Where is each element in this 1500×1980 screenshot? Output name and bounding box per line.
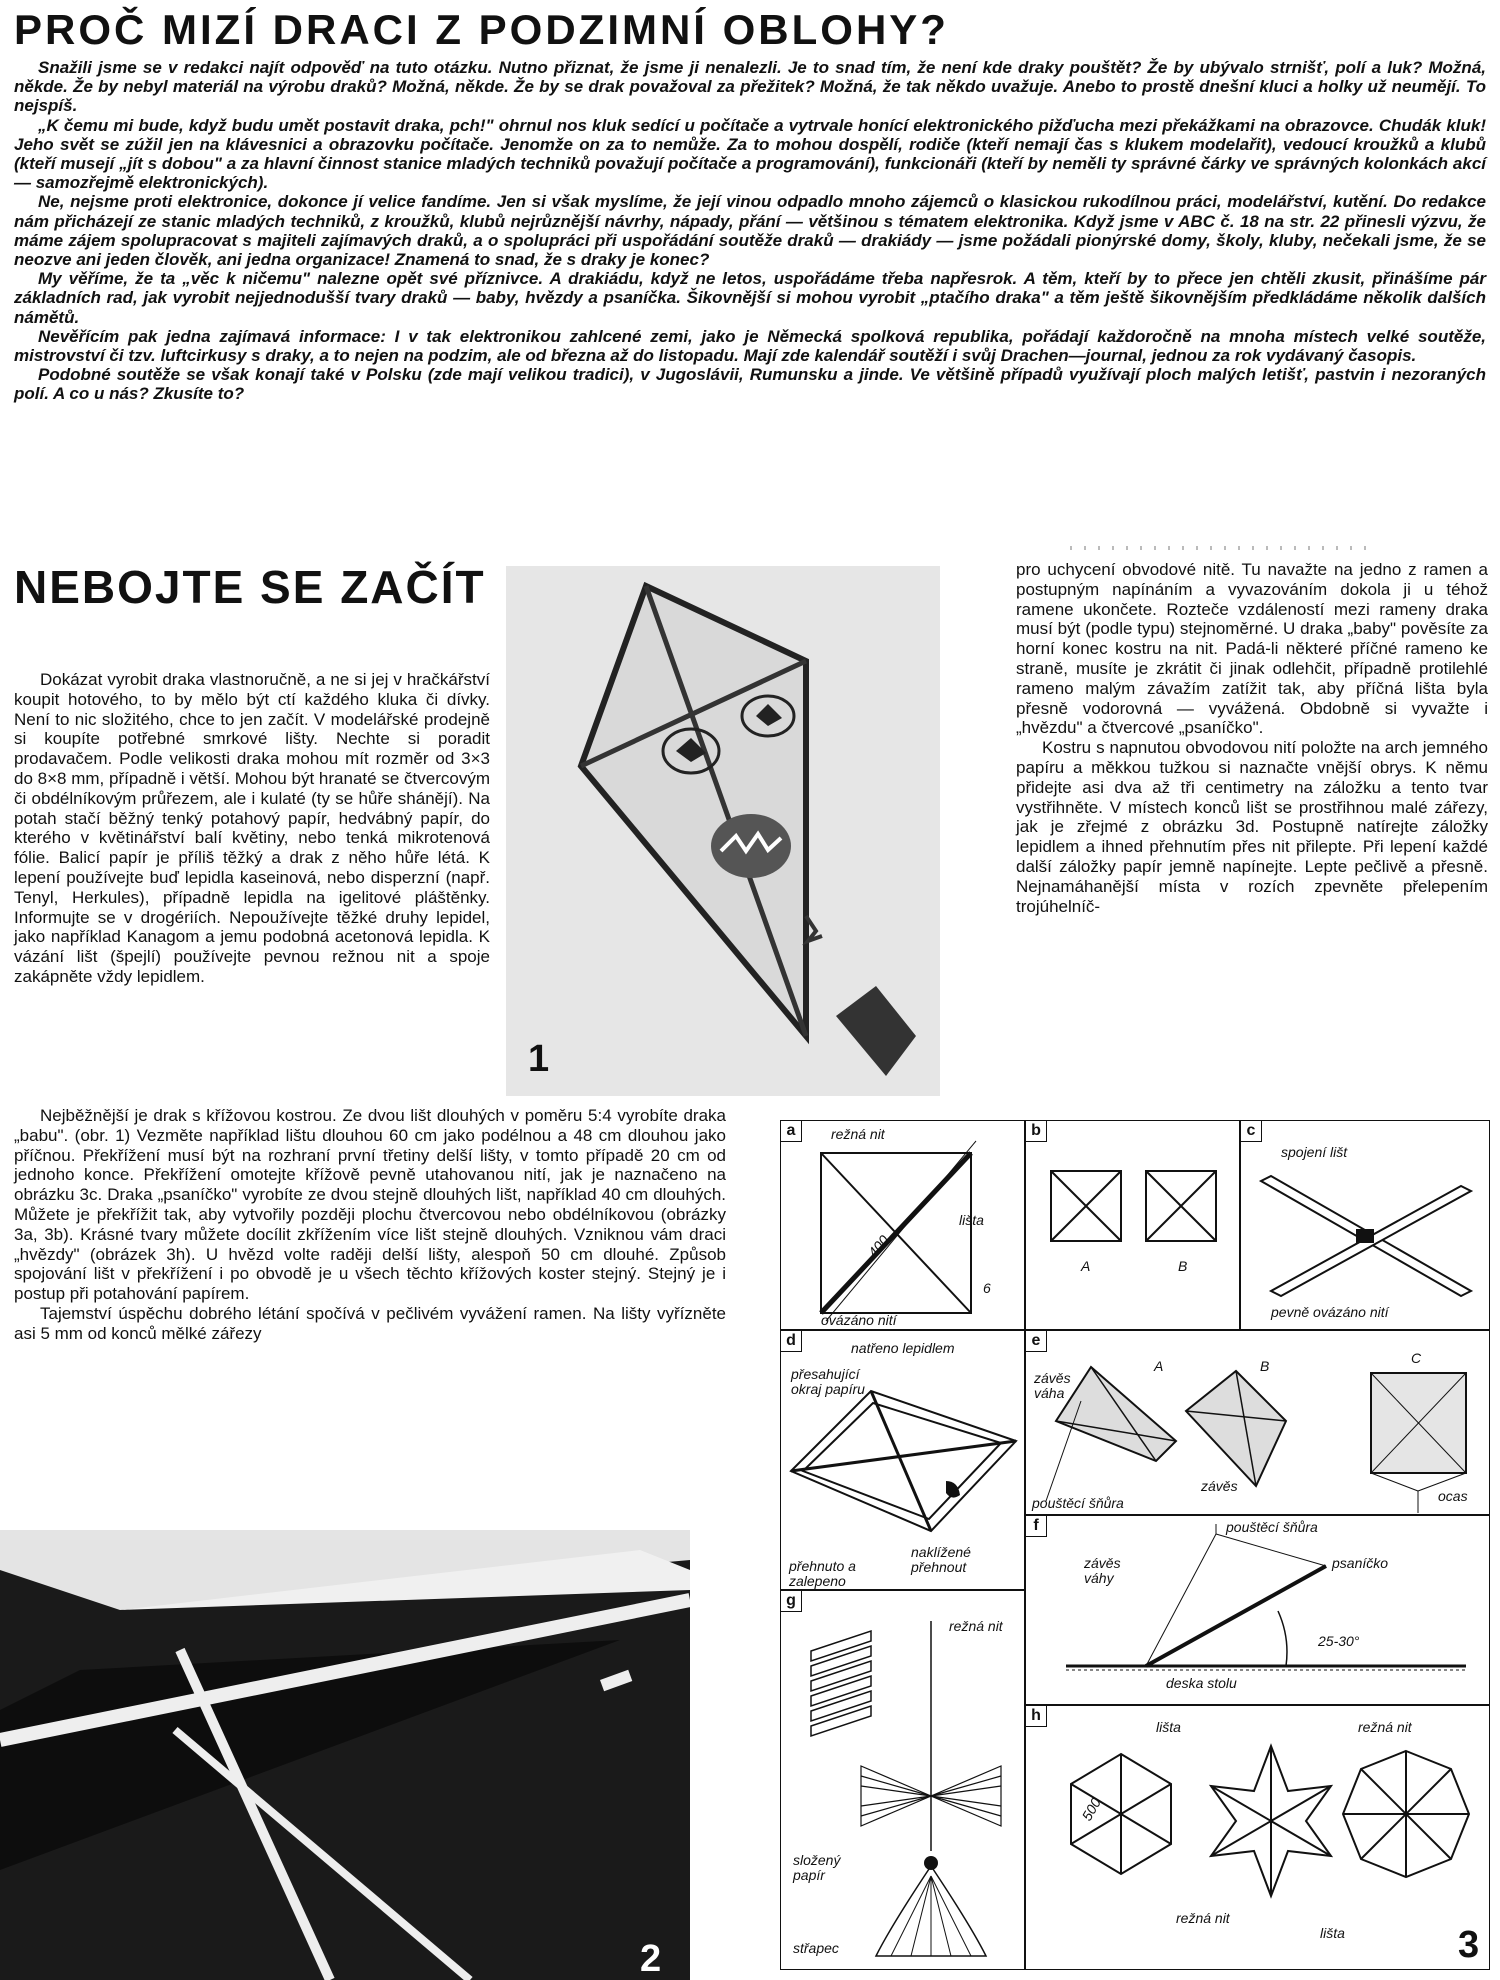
article-paragraph: Tajemství úspěchu dobrého létání spočívá v pečlivém vyvážení ramen. Na lišty vyřízněte asi 5 mm od konců mělké zářezy xyxy=(14,1303,726,1343)
label: lišta xyxy=(1156,1719,1181,1735)
panel-e xyxy=(1025,1330,1490,1515)
intro-paragraph: My věříme, že ta „věc k ničemu" nalezne opět své příznivce. A drakiádu, když ne letos, uspořádáme třeba napřesrok. A těm, kteří by to přece jen chtěli zkusit, přinášíme pár základních rad, jak vyrobit nejjednodušší tvary draků — baby, hvězdy a psaníčka. Šikovnější si mohou vyrobit „ptačího draka" a těm ještě šikovnějším předkládáme několik dalších námětů. xyxy=(14,269,1486,327)
label: ovázáno nití xyxy=(821,1312,897,1328)
panel-b xyxy=(1025,1120,1240,1330)
diagram-a xyxy=(781,1121,1026,1331)
label: lišta xyxy=(959,1212,984,1228)
figure-number-3: 3 xyxy=(1458,1924,1480,1966)
article-column-1-bottom xyxy=(14,1106,726,1344)
panel-label: h xyxy=(1026,1706,1047,1727)
figure-number-2: 2 xyxy=(640,1938,662,1980)
label: režná nit xyxy=(1176,1910,1230,1926)
label: střapec xyxy=(793,1940,839,1956)
label: pouštěcí šňůra xyxy=(1226,1519,1318,1535)
intro-paragraph: Nevěřícím pak jedna zajímavá informace: I v tak elektronikou zahlcené zemi, jako je Německá spolková republika, pořádají každoročně na mnoha místech velké soutěže, mistrovství či tzv. luftcirkusy s draky, a to nejen na podzim, ale od března až do listopadu. Mají zde kalendář soutěží i svůj Drachen—journal, jednou za rok vydávaný časopis. xyxy=(14,326,1486,366)
label: 25-30° xyxy=(1318,1633,1360,1649)
intro-paragraph: Snažili jsme se v redakci najít odpověď na tuto otázku. Nutno přiznat, že jsme ji nenalezli. Je to snad tím, že není kde draky pouštět? Že by ubývalo strnišť, polí a luk? Možná, někde. Že by nebyl materiál na výrobu draků? Možná, někde. Že by se drak považoval za přežitek? Možná, že tak někdo uvažuje. Anebo to prostě dnešní kluci a holky už neumějí. To nejspíš. xyxy=(14,58,1486,116)
label: natřeno lepidlem xyxy=(851,1340,955,1356)
intro-paragraph: Ne, nejsme proti elektronice, dokonce jí velice fandíme. Jen si však myslíme, že její vinou odpadlo mnoho zájemců o klasickou rukodílnou práci, modelářství, kutění. Do redakce nám přicházejí ze stanic mladých techniků, z kroužků, klubů nejrůznější návrhy, nápady, přání — většinou s tématem elektronika. Když jsme v ABC č. 18 na str. 22 přinesli výzvu, že máme zájem spolupracovat s majiteli zajímavých draků, a o spolupráci při uspořádání soutěže draků — drakiády — jsme požádali pionýrské domy, školy, kluby, nečekali jsme, že se neozve ani jeden člověk, ani jedna organizace! Znamená to snad, že s draky je konec? xyxy=(14,192,1486,270)
panel-label: c xyxy=(1241,1121,1262,1142)
panel-label: e xyxy=(1026,1331,1047,1352)
intro-paragraph: „K čemu mi bude, když budu umět postavit draka, pch!" ohrnul nos kluk sedící u počítače a vytrvale honící elektronického pižďucha mezi překážkami na obrazovce. Chudák kluk! Jeho svět se zúžil jen na klávesnici a obrazovku počítače. Jenomže on za to nemůže. Za to mohou dospělí, rodiče (kteří nemají čas s klukem modelařit), vedoucí kroužků a klubů (kteří musejí „jít s dobou" a za hlavní činnost stanice mladých techniků považují počítače a programování), funkcionáři (kteří by neměli ty správné čárky ve správných kolonkách akcí — samozřejmě elektronických). xyxy=(14,115,1486,193)
article-column-1 xyxy=(14,670,490,987)
kite-photo-1 xyxy=(506,566,940,1096)
label: závěs xyxy=(1201,1478,1238,1494)
article-paragraph: pro uchycení obvodové nitě. Tu navažte na jedno z ramen a postupným napínáním a vyvazováním dokola ji u téhož ramene ukončete. Rozteče vzdáleností mezi rameny draka musí být (podle typu) stejnoměrné. U draka „baby" pověsíte za horní konec kostru na nit. Padá-li některé příčné rameno ke straně, musíte je zkrátit či jinak odlehčit, případně protilehlé rameno malým závažím zatížit tak, aby příčná lišta byla přesně vodorovná — vyvážená. Obdobně si vyvažte i „hvězdu" a čtvercové „psaníčko". xyxy=(1016,560,1488,738)
panel-c xyxy=(1240,1120,1490,1330)
label: 400 xyxy=(864,1232,892,1261)
panel-d xyxy=(780,1330,1025,1590)
panel-label: a xyxy=(781,1121,802,1142)
panel-label: d xyxy=(781,1331,802,1352)
diagram-h xyxy=(1026,1706,1491,1971)
label: režná nit xyxy=(831,1126,885,1142)
kite-photo-2 xyxy=(0,1530,690,1980)
kite-frame-illustration xyxy=(0,1530,690,1980)
label: B xyxy=(1260,1358,1270,1374)
label: C xyxy=(1411,1350,1422,1366)
separator-dots xyxy=(1070,546,1370,550)
label: režná nit xyxy=(949,1618,1003,1634)
article-paragraph: Kostru s napnutou obvodovou nití položte na arch jemného papíru a měkkou tužkou si naznačte vnější obrys. K němu přidejte asi dva až tři centimetry na záložku a tento tvar vystřihněte. V místech konců lišt se prostřihnou malé zářezy, jak je zřejmé z obrázku 3d. Postupně natírejte záložky lepidlem a ihned přehnutím přes nit přilepte. Při lepení každé další záložky papír jemně napínejte. Lepte pečlivě a přesně. Nejnamáhanější místa v rozích zpevněte přelepením trojúhelníč- xyxy=(1016,738,1488,916)
label: A xyxy=(1154,1358,1164,1374)
article-paragraph: Dokázat vyrobit draka vlastnoručně, a ne si jej v hračkářství koupit hotového, to by mělo být ctí každého kluka či dívky. Není to nic složitého, chce to jen začít. V modelářské prodejně si koupíte potřebné smrkové lišty. Nechte si poradit prodavačem. Podle velikosti draka mohou mít rozměr od 3×3 do 8×8 mm, případně i větší. Mohou být hranaté se čtvercovým či obdélníkovým průřezem, ale i kulaté (ty se hůře shánějí). Na potah stačí běžný tenký potahový papír, hedvábný papír, do kterého v květinářství balí květiny, nebo tenká mikrotenová fólie. Balicí papír je příliš těžký a drak z něho hůře létá. K lepení používejte buď lepidla kaseinová, nebo disperzní (např. Tenyl, Herkules), případně lepidla na igelitové pláštěnky. Informujte se v drogériích. Nepoužívejte těžké druhy lepidel, jako například Kanagom a jemu podobná acetonová lepidla. K vázání lišt (špejlí) používejte pevnou režnou nit a spoje zakápněte vždy lepidlem. xyxy=(14,670,490,986)
label: závěs váha xyxy=(1034,1370,1071,1401)
article-paragraph: Nejběžnější je drak s křížovou kostrou. Ze dvou lišt dlouhých v poměru 5:4 vyrobíte draka „babu". (obr. 1) Vezměte například lištu dlouhou 60 cm jako podélnou a 48 cm dlouhou jako příčnou. Překřížení musí být na rozhraní první třetiny delší lišty, v tomto případě 20 cm od jednoho konce. Překřížení omotejte křížově pevně utahovanou nití, jak je naznačeno na obrázku 3c. Draka „psaníčko" vyrobíte ze dvou stejně dlouhých lišt, například 40 cm dlouhých. Můžete je překřížit tak, aby vytvořily později plochu čtvercovou nebo obdélníkovou (obrázky 3a, 3b). Krásné tvary můžete docílit zkřížením více lišt stejně dlouhých. Vzniknou vám draci „hvězdy" (obrázek 3h). U hvězd volte raději delší lišty, alespoň 50 cm dlouhé. Způsob spojování lišt v překřížení i po obvodě je u všech těchto křížových koster stejný. Stejný je i postup při potahování papírem. xyxy=(14,1106,726,1304)
label: ocas xyxy=(1438,1488,1468,1504)
panel-a xyxy=(780,1120,1025,1330)
kite-illustration xyxy=(506,566,940,1096)
article-column-3 xyxy=(1016,560,1488,916)
label: psaníčko xyxy=(1332,1555,1389,1571)
intro-text xyxy=(14,58,1486,404)
figure-number-1: 1 xyxy=(528,1038,550,1080)
intro-paragraph: Podobné soutěže se však konají také v Polsku (zde mají velikou tradici), v Jugoslávii, Rumunsku a jinde. Ve většině případů využívají ploch malých letišť, pastvin i nezoraných polí. A co u nás? Zkusíte to? xyxy=(14,365,1486,404)
diagram-b xyxy=(1026,1121,1241,1331)
diagram-g xyxy=(781,1591,1026,1971)
label: přesahující okraj papíru xyxy=(791,1366,865,1397)
label: B xyxy=(1178,1258,1188,1274)
label: pouštěcí šňůra xyxy=(1032,1495,1124,1511)
panel-label: b xyxy=(1026,1121,1047,1142)
label: naklížené přehnout xyxy=(911,1544,971,1575)
panel-g xyxy=(780,1590,1025,1970)
label: lišta xyxy=(1320,1925,1345,1941)
diagram-c xyxy=(1241,1121,1491,1331)
label: A xyxy=(1081,1258,1091,1274)
panel-label: f xyxy=(1026,1516,1047,1537)
label: složený papír xyxy=(793,1852,841,1883)
figure-3-diagrams xyxy=(780,1120,1490,1970)
panel-label: g xyxy=(781,1591,802,1612)
label: 6 xyxy=(983,1280,991,1296)
panel-f xyxy=(1025,1515,1490,1705)
label: 500 xyxy=(1078,1795,1105,1824)
diagram-e xyxy=(1026,1331,1491,1516)
label: režná nit xyxy=(1358,1719,1412,1735)
section-heading: NEBOJTE SE ZAČÍT xyxy=(14,561,486,613)
label: deska stolu xyxy=(1166,1675,1237,1691)
label: pevně ovázáno nití xyxy=(1271,1304,1389,1320)
label: spojení lišt xyxy=(1281,1144,1348,1160)
label: přehnuto a zalepeno xyxy=(789,1558,856,1589)
diagram-f xyxy=(1026,1516,1491,1706)
panel-h xyxy=(1025,1705,1490,1970)
page-title: PROČ MIZÍ DRACI Z PODZIMNÍ OBLOHY? xyxy=(14,6,949,53)
label: závěs váhy xyxy=(1084,1555,1121,1586)
